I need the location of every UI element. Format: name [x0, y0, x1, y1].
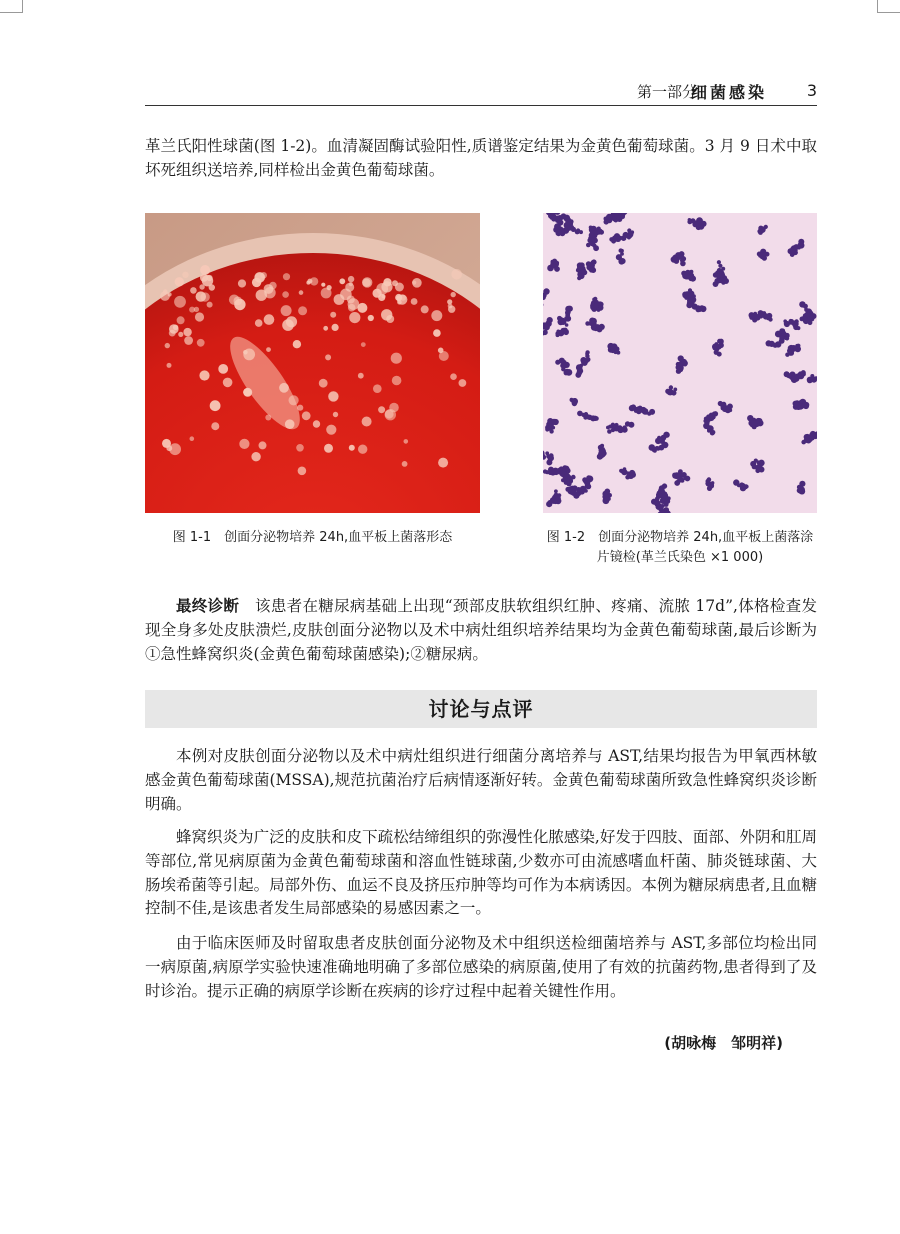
author-credit: (胡咏梅 邹明祥): [664, 1034, 783, 1052]
header-subject: 细菌感染: [690, 83, 767, 102]
final-diagnosis-label: 最终诊断: [176, 597, 240, 615]
discussion-paragraph-1: 本例对皮肤创面分泌物以及术中病灶组织进行细菌分离培养与 AST,结果均报告为甲氧西林敏感金黄色葡萄球菌(MSSA),规范抗菌治疗后病情逐渐好转。金黄色葡萄球菌所致急性蜂窝织炎诊断明确。: [145, 747, 817, 813]
figure-1-2-caption: 图 1-2 创面分泌物培养 24h,血平板上菌落涂片镜检(革兰氏染色 ×1 000): [546, 530, 814, 565]
final-diagnosis-text: 该患者在糖尿病基础上出现“颈部皮肤软组织红肿、疼痛、流脓 17d”,体格检查发现全身多处皮肤溃烂,皮肤创面分泌物以及术中病灶组织培养结果均为金黄色葡萄球菌,最后诊断为①急性蜂窝织炎(金黄色葡萄球菌感染);②糖尿病。: [145, 597, 817, 663]
page-number: 3: [806, 81, 817, 100]
final-diagnosis-paragraph: [145, 595, 817, 666]
figure-gram-stain-smear: [543, 213, 817, 513]
figure-blood-agar-plate: [145, 213, 480, 513]
crop-mark-right: [877, 0, 900, 13]
figure-1-1-caption: 图 1-1 创面分泌物培养 24h,血平板上菌落形态: [172, 530, 453, 545]
discussion-paragraph-3: 由于临床医师及时留取患者皮肤创面分泌物及术中组织送检细菌培养与 AST,多部位均检出同一病原菌,病原学实验快速准确地明确了多部位感染的病原菌,使用了有效的抗菌药物,患者得到了及时诊治。提示正确的病原学诊断在疾病的诊疗过程中起着关键性作用。: [145, 934, 817, 1000]
crop-mark-left: [0, 0, 23, 13]
section-title: 讨论与点评: [145, 690, 817, 728]
running-header: [145, 79, 817, 106]
intro-paragraph: 革兰氏阳性球菌(图 1-2)。血清凝固酶试验阳性,质谱鉴定结果为金黄色葡萄球菌。3 月 9 日术中取坏死组织送培养,同样检出金黄色葡萄球菌。: [145, 137, 817, 179]
discussion-paragraph-2: 蜂窝织炎为广泛的皮肤和皮下疏松结缔组织的弥漫性化脓感染,好发于四肢、面部、外阴和肛周等部位,常见病原菌为金黄色葡萄球菌和溶血性链球菌,少数亦可由流感嗜血杆菌、肺炎链球菌、大肠埃希菌等引起。局部外伤、血运不良及挤压疖肿等均可作为本病诱因。本例为糖尿病患者,且血糖控制不佳,是该患者发生局部感染的易感因素之一。: [145, 828, 817, 918]
header-part: 第一部分: [636, 83, 697, 101]
